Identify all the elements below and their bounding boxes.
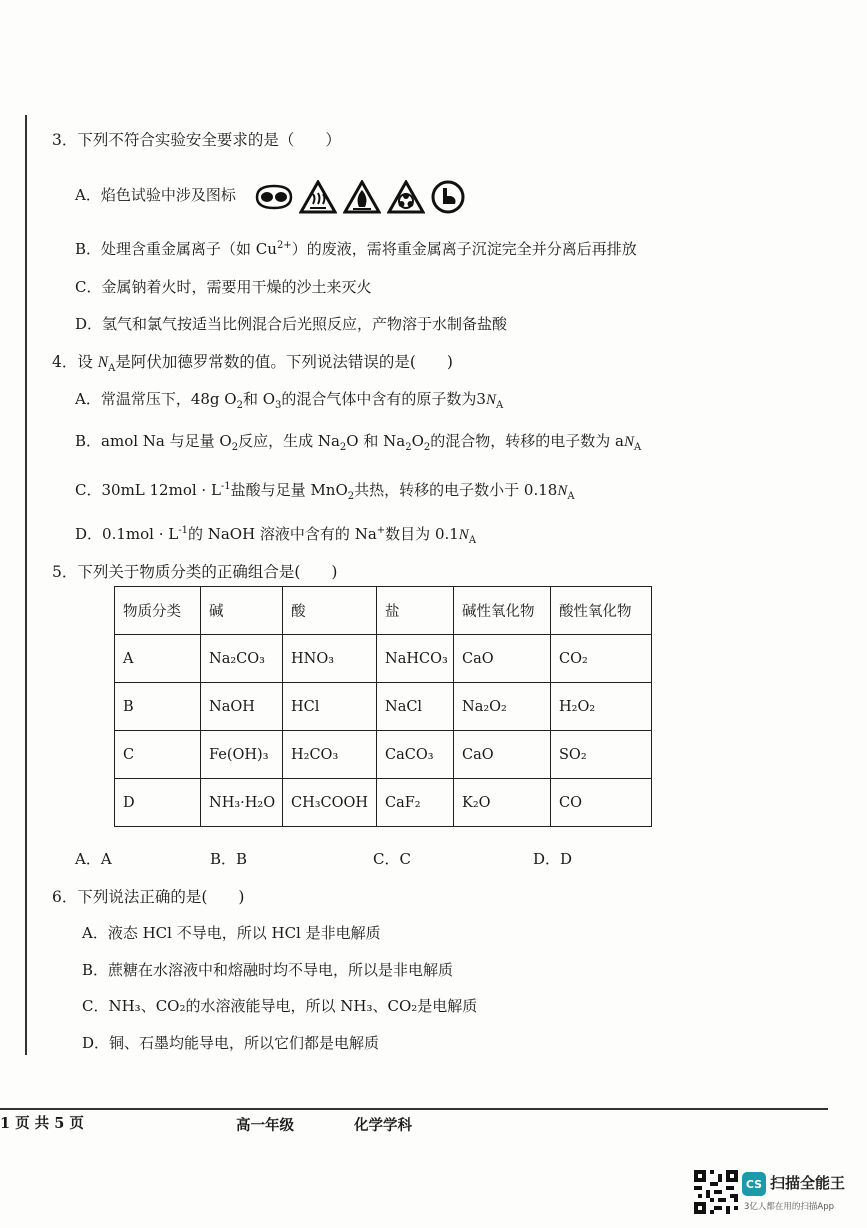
table-cell: Fe(OH)₃ [201,731,283,779]
table-row [115,683,652,731]
q3-option-a: A．焰色试验中涉及图标 [75,186,236,204]
table-cell: C [115,731,201,779]
table-cell: A [115,635,201,683]
table-cell: B [115,683,201,731]
goggles-icon [255,180,293,214]
table-header: 盐 [377,587,454,635]
page-margin-line [25,115,27,1055]
q6-option-c: C．NH₃、CO₂的水溶液能导电，所以 NH₃、CO₂是电解质 [82,997,478,1015]
q4-option-a: A．常温常压下，48g $O_2$和 $O_3$的混合气体中含有的原子数为$3N_A$ [75,390,504,411]
table-header-row [115,587,652,635]
table-row [115,635,652,683]
table-cell: SO₂ [551,731,652,779]
table-cell: NH₃·H₂O [201,779,283,827]
q5-choice-b: B．B [210,850,248,868]
table-cell: H₂O₂ [551,683,652,731]
q6-option-d: D．铜、石墨均能导电，所以它们都是电解质 [82,1034,380,1052]
q3-option-c: C．金属钠着火时，需要用干燥的沙土来灭火 [75,278,372,296]
q5-choice-d: D．D [533,850,573,868]
footer-divider [0,1108,828,1110]
table-cell: CH₃COOH [283,779,377,827]
table-cell: NaHCO₃ [377,635,454,683]
q5-choice-c: C．C [373,850,411,868]
table-cell: CaF₂ [377,779,454,827]
flame-icon [343,180,381,214]
table-row [115,779,652,827]
table-cell: H₂CO₃ [283,731,377,779]
q4-option-b: B．amol Na 与足量 $O_2$反应，生成 $Na_2O$ 和 $Na_2O_2$的混合物，转移的电子数为 $aN_A$ [75,432,642,453]
table-cell: NaCl [377,683,454,731]
hand-wash-icon [431,180,465,214]
q4-option-d: D．$0.1mol \cdot L^{-1}$的 NaOH 溶液中含有的 Na+数目为 $0.1N_A$ [75,525,477,546]
q6-stem: 6．下列说法正确的是( ) [52,888,245,906]
q6-option-a: A．液态 HCl 不导电，所以 HCl 是非电解质 [82,924,381,942]
table-cell: CO [551,779,652,827]
page-number: 1 页 共 5 页 [0,1115,84,1132]
table-cell: CaO [454,731,551,779]
q6-option-b: B．蔗糖在水溶液中和熔融时均不导电，所以是非电解质 [82,961,454,979]
table-cell: D [115,779,201,827]
q3-option-d: D．氢气和氯气按适当比例混合后光照反应，产物溶于水制备盐酸 [75,315,508,333]
table-cell: HCl [283,683,377,731]
grade-label: 高一年级 [236,1117,294,1134]
scanner-app-name: 扫描全能王 [770,1174,846,1192]
table-header: 酸性氧化物 [551,587,652,635]
table-cell: Na₂CO₃ [201,635,283,683]
ventilation-icon [387,180,425,214]
q4-option-c: C．30mL $12mol \cdot L^{-1}$盐酸与足量 MnO$_2$共热，转移的电子数小于 $0.18N_A$ [75,481,575,502]
table-cell: CO₂ [551,635,652,683]
table-cell: K₂O [454,779,551,827]
table-header: 碱性氧化物 [454,587,551,635]
q3-stem: 3．下列不符合实验安全要求的是（ ） [52,131,341,149]
table-cell: CaCO₃ [377,731,454,779]
q5-choice-a: A．A [75,850,112,868]
q3-option-b: B．处理含重金属离子（如 $Cu^{2+}$）的废液，需将重金属离子沉淀完全并分离后再排放 [75,240,637,258]
table-header: 物质分类 [115,587,201,635]
hazard-icon-group [255,180,465,214]
qr-code-icon [694,1170,738,1214]
camscanner-logo: CS [742,1172,766,1196]
q5-stem: 5．下列关于物质分类的正确组合是( ) [52,563,338,581]
scanner-tagline: 3亿人都在用的扫描App [744,1202,835,1212]
table-cell: Na₂O₂ [454,683,551,731]
table-row [115,731,652,779]
table-cell: CaO [454,635,551,683]
hot-surface-icon [299,180,337,214]
q4-stem: 4．设 $N_A$是阿伏加德罗常数的值。下列说法错误的是( ) [52,353,453,375]
table-cell: HNO₃ [283,635,377,683]
table-header: 酸 [283,587,377,635]
table-cell: NaOH [201,683,283,731]
subject-label: 化学学科 [354,1117,412,1134]
classification-table [114,586,652,827]
table-header: 碱 [201,587,283,635]
